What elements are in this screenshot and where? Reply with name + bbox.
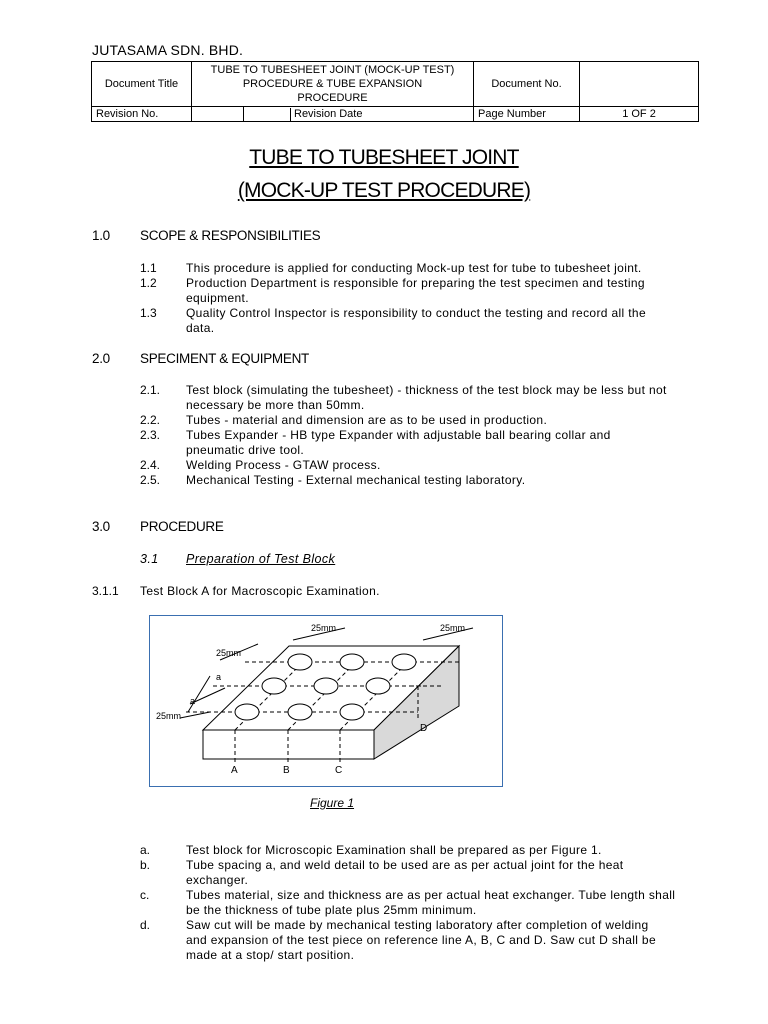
cut-line-label: D	[420, 723, 428, 734]
document-title-line: PROCEDURE	[297, 92, 368, 104]
section-number: 3.0	[92, 519, 110, 534]
cut-line-label: A	[231, 765, 238, 776]
test-block-diagram	[150, 616, 502, 786]
spacing-label: a	[216, 672, 222, 682]
item-text: exchanger.	[186, 873, 249, 887]
subsection-heading: Preparation of Test Block	[186, 552, 336, 566]
section-number: 2.0	[92, 351, 110, 366]
revision-number-label: Revision No.	[92, 107, 192, 122]
dimension-label: 25mm	[311, 623, 337, 633]
main-title-line-1: TUBE TO TUBESHEET JOINT	[249, 146, 519, 169]
item-text: equipment.	[186, 291, 249, 305]
subsection-number: 3.1	[140, 552, 159, 566]
item-letter: b.	[140, 858, 151, 872]
item-text: be the thickness of tube plate plus 25mm minimum.	[186, 903, 477, 917]
section-heading: SCOPE & RESPONSIBILITIES	[140, 228, 321, 243]
cut-line-label: C	[335, 765, 343, 776]
item-text: Saw cut will be made by mechanical testing laboratory after completion of welding	[186, 918, 649, 932]
cut-line-label: B	[283, 765, 290, 776]
item-text: made at a stop/ start position.	[186, 948, 355, 962]
document-title-line: PROCEDURE & TUBE EXPANSION	[242, 78, 423, 90]
item-text: Test block for Microscopic Examination shall be prepared as per Figure 1.	[186, 843, 602, 857]
item-number: 2.5.	[140, 473, 161, 487]
document-title-line: TUBE TO TUBESHEET JOINT (MOCK-UP TEST)	[210, 64, 455, 76]
revision-number-value	[192, 107, 244, 122]
item-text: Mechanical Testing - External mechanical testing laboratory.	[186, 473, 526, 487]
document-header-table	[91, 61, 699, 122]
revision-date-label: Revision Date	[290, 108, 362, 121]
item-letter: c.	[140, 888, 150, 902]
item-text: pneumatic drive tool.	[186, 443, 305, 457]
dimension-label: 25mm	[440, 623, 466, 633]
item-text: necessary be more than 50mm.	[186, 398, 365, 412]
item-text: Welding Process - GTAW process.	[186, 458, 381, 472]
page-number-value: 1 OF 2	[580, 107, 699, 122]
item-text: Tube spacing a, and weld detail to be used are as per actual joint for the heat	[186, 858, 624, 872]
item-number: 2.4.	[140, 458, 161, 472]
item-letter: a.	[140, 843, 151, 857]
item-number: 1.2	[140, 276, 157, 290]
item-text: Tubes - material and dimension are as to be used in production.	[186, 413, 548, 427]
item-text: Tubes Expander - HB type Expander with adjustable ball bearing collar and	[186, 428, 611, 442]
document-number-value	[580, 62, 699, 107]
document-number-label: Document No.	[474, 62, 580, 107]
section-heading: PROCEDURE	[140, 519, 224, 534]
item-number: 1.3	[140, 306, 157, 320]
item-text: data.	[186, 321, 215, 335]
subsubsection-text: Test Block A for Macroscopic Examination.	[140, 584, 380, 598]
item-text: Test block (simulating the tubesheet) - thickness of the test block may be less but not	[186, 383, 667, 397]
page-number-label: Page Number	[474, 107, 580, 122]
section-heading: SPECIMENT & EQUIPMENT	[140, 351, 309, 366]
revision-date-cell	[244, 107, 474, 122]
dimension-label: 25mm	[216, 648, 242, 658]
dimension-label: 25mm	[156, 711, 182, 721]
item-text: This procedure is applied for conducting Mock-up test for tube to tubesheet joint.	[186, 261, 642, 275]
figure-1-frame	[149, 615, 503, 787]
item-text: Tubes material, size and thickness are as per actual heat exchanger. Tube length shall	[186, 888, 676, 902]
document-title-label: Document Title	[92, 62, 192, 107]
item-letter: d.	[140, 918, 151, 932]
document-title-value	[192, 62, 474, 107]
item-number: 2.3.	[140, 428, 161, 442]
item-number: 1.1	[140, 261, 157, 275]
item-text: Production Department is responsible for preparing the test specimen and testing	[186, 276, 645, 290]
item-text: and expansion of the test piece on reference line A, B, C and D. Saw cut D shall be	[186, 933, 656, 947]
figure-caption: Figure 1	[310, 796, 355, 810]
company-name: JUTASAMA SDN. BHD.	[92, 42, 244, 58]
main-title-line-2: (MOCK-UP TEST PROCEDURE)	[237, 179, 531, 202]
item-number: 2.2.	[140, 413, 161, 427]
item-number: 2.1.	[140, 383, 161, 397]
subsubsection-number: 3.1.1	[92, 584, 119, 598]
section-number: 1.0	[92, 228, 110, 243]
item-text: Quality Control Inspector is responsibility to conduct the testing and record all the	[186, 306, 646, 320]
spacing-label: a	[190, 696, 196, 706]
